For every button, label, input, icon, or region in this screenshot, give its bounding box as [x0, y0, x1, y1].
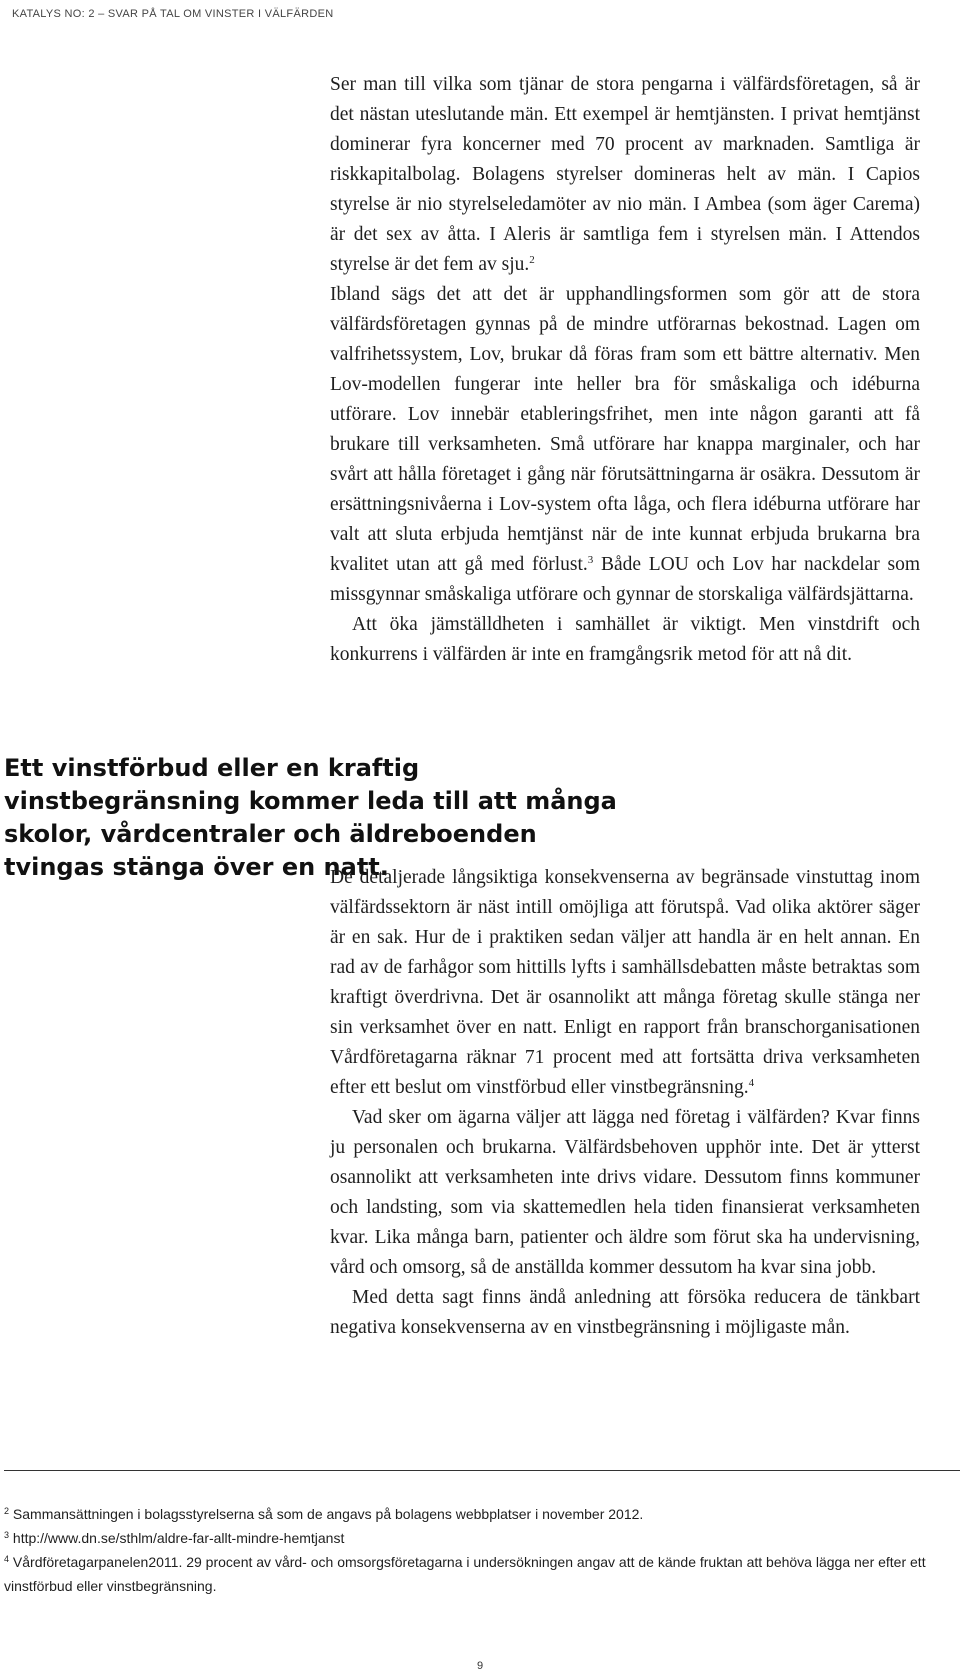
running-head: KATALYS NO: 2 – SVAR PÅ TAL OM VINSTER I VÄLFÄRDEN	[12, 8, 334, 20]
page-number: 9	[476, 1660, 484, 1672]
paragraph-text: Ibland sägs det att det är upphandlingsformen som gör att de stora välfärdsföretagen gynnas på de mindre utförarnas bekostnad. Lagen om valfrihetssystem, Lov, brukar då föras fram som ett bättre alternativ. Men Lov-modellen fungerar inte heller bra för småskaliga och idéburna utförare. Lov innebär etableringsfrihet, men inte någon garanti att få brukare till verksamheten. Små utförare har knappa marginaler, och har svårt att hålla företaget i gång när förutsättningarna är osäkra. Dessutom är ersättningsnivåerna i Lov-system ofta låga, och flera idéburna utförare har valt att sluta erbjuda hemtjänst när de inte kunnat erbjuda brukarna bra kvalitet utan att gå med förlust.	[330, 284, 920, 575]
paragraph	[330, 70, 920, 280]
paragraph	[330, 280, 920, 610]
footnote-ref: 4	[748, 1077, 755, 1089]
pull-quote: Ett vinstförbud eller en kraftig vinstbegränsning kommer leda till att många skolor, vårdcentraler och äldreboenden tvingas stänga över en natt.	[4, 754, 617, 881]
footnotes	[4, 1502, 934, 1598]
paragraph: Vad sker om ägarna väljer att lägga ned företag i välfärden? Kvar finns ju personalen och brukarna. Välfärdsbehoven upphör inte. Det är ytterst osannolikt att verksamheten inte drivs vidare. Dessutom finns kommuner och landsting, som via skattemedlen hela tiden finansierat verksamheten kvar. Lika många barn, patienter och äldre som förut ska ha undervisning, vård och omsorg, så de anställda kommer dessutom ha kvar sina jobb.	[330, 1107, 920, 1278]
paragraph: Att öka jämställdheten i samhället är viktigt. Men vinstdrift och konkurrens i välfärden är inte en framgångsrik metod för att nå dit.	[330, 614, 920, 665]
paragraph-text: Ser man till vilka som tjänar de stora pengarna i välfärdsföretagen, så är det nästan uteslutande män. Ett exempel är hemtjänsten. I privat hemtjänst dominerar fyra koncerner med 70 procent av marknaden. Samtliga är riskkapitalbolag. Bolagens styrelser domineras helt av män. I Capios styrelse är nio styrelseledamöter av nio män. I Ambea (som äger Carema) är det sex av åtta. I Aleris är samtliga fem i styrelsen män. I Attendos styrelse är det fem av sju.	[330, 74, 920, 275]
footnote-text: Vårdföretagarpanelen2011. 29 procent av vård- och omsorgsföretagarna i undersökningen angav att de kände fruktan att behöva lägga ner efter ett vinstförbud eller vinstbegränsning.	[4, 1554, 926, 1594]
paragraph-text: De detaljerade långsiktiga konsekvenserna av begränsade vinstuttag inom välfärdssektorn är näst intill omöjliga att förutspå. Vad olika aktörer säger är en sak. Hur de i praktiken sedan väljer att handla är en helt annan. En rad av de farhågor som hittills lyfts i samhällsdebatten måste betraktas som kraftigt överdrivna. Det är osannolikt att många företag skulle stänga ner sin verksamhet över en natt. Enligt en rapport från branschorganisationen Vårdföretagarna räknar 71 procent med att fortsätta driva verksamheten efter ett beslut om vinstförbud eller vinstbegränsning.	[330, 867, 920, 1098]
footnote-number: 2	[4, 1506, 10, 1516]
footnote	[4, 1502, 934, 1526]
footnote-number: 3	[4, 1530, 10, 1540]
footnote-ref: 3	[587, 554, 594, 566]
paragraph: Med detta sagt finns ändå anledning att försöka reducera de tänkbart negativa konsekvenserna av en vinstbegränsning i möjligaste mån.	[330, 1287, 920, 1338]
body-section-bottom	[330, 863, 920, 1343]
footnote-text: Sammansättningen i bolagsstyrelserna så som de angavs på bolagens webbplatser i november 2012.	[12, 1506, 644, 1522]
footnote	[4, 1550, 934, 1598]
body-section-top	[330, 70, 920, 670]
footnote-link[interactable]: http://www.dn.se/sthlm/aldre-far-allt-mindre-hemtjanst	[12, 1530, 345, 1546]
paragraph	[330, 863, 920, 1103]
footnote	[4, 1526, 934, 1550]
footnote-number: 4	[4, 1554, 10, 1564]
paragraph-text: Både LOU och Lov har nackdelar som missgynnar småskaliga utförare och gynnar de storskaliga välfärdsjättarna.	[330, 554, 920, 605]
footnote-divider	[4, 1470, 960, 1471]
footnote-ref: 2	[529, 254, 535, 266]
